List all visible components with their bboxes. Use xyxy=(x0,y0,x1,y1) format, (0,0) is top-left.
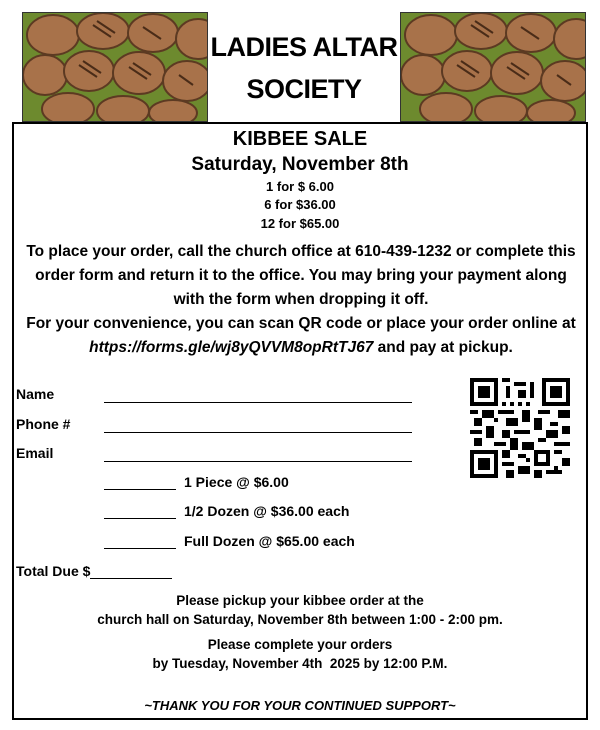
kibbee-image xyxy=(23,13,207,121)
order-instructions: To place your order, call the church office at 610-439-1232 or complete this order form and return it to the office. You may bring your payment along with the form when dropping it off. xyxy=(26,243,576,308)
option-full-dozen-label: Full Dozen @ $65.00 each xyxy=(184,533,355,549)
name-label: Name xyxy=(16,386,55,402)
kibbee-image xyxy=(401,13,585,121)
thank-you-message: ~THANK YOU FOR YOUR CONTINUED SUPPORT~ xyxy=(144,698,456,713)
online-text-prefix: For your convenience, you can scan QR code or place your order online at xyxy=(26,315,576,332)
kibbee-photo-left xyxy=(22,12,208,122)
pickup-line1: Please pickup your kibbee order at the xyxy=(176,593,424,608)
order-form-link[interactable]: https://forms.gle/wj8yQVVM8opRtTJ67 xyxy=(89,339,374,356)
option-half-dozen-label: 1/2 Dozen @ $36.00 each xyxy=(184,503,350,519)
option-single-label: 1 Piece @ $6.00 xyxy=(184,474,289,490)
price-half-dozen: 6 for $36.00 xyxy=(264,197,336,212)
online-text-suffix: and pay at pickup. xyxy=(377,339,513,356)
email-label: Email xyxy=(16,445,54,461)
sale-title: KIBBEE SALE xyxy=(232,128,368,150)
total-due xyxy=(16,563,172,579)
quantity-blank-half-dozen[interactable] xyxy=(104,504,176,519)
sale-date: Saturday, November 8th xyxy=(191,154,409,175)
org-title-line2: SOCIETY xyxy=(246,74,362,104)
price-dozen: 12 for $65.00 xyxy=(260,216,340,231)
option-full-dozen xyxy=(104,533,355,549)
quantity-blank-full-dozen[interactable] xyxy=(104,534,176,549)
price-single: 1 for $ 6.00 xyxy=(266,179,334,194)
email-field[interactable] xyxy=(104,445,412,462)
phone-label: Phone # xyxy=(16,416,71,432)
flyer-frame xyxy=(12,122,588,720)
deadline-line2: by Tuesday, November 4th 2025 by 12:00 P.M. xyxy=(152,656,448,671)
option-single-piece xyxy=(104,474,289,490)
qr-code-icon[interactable] xyxy=(470,378,570,478)
name-field[interactable] xyxy=(104,386,412,403)
option-half-dozen xyxy=(104,503,349,519)
quantity-blank-single[interactable] xyxy=(104,475,176,490)
total-due-blank[interactable] xyxy=(90,564,172,579)
phone-field[interactable] xyxy=(104,416,412,433)
online-order-instructions xyxy=(18,312,584,360)
pickup-line2: church hall on Saturday, November 8th between 1:00 - 2:00 pm. xyxy=(97,612,503,627)
kibbee-photo-right xyxy=(400,12,586,122)
total-due-label: Total Due $ xyxy=(16,563,91,579)
deadline-line1: Please complete your orders xyxy=(207,637,393,652)
org-title-line1: LADIES ALTAR xyxy=(210,32,398,62)
